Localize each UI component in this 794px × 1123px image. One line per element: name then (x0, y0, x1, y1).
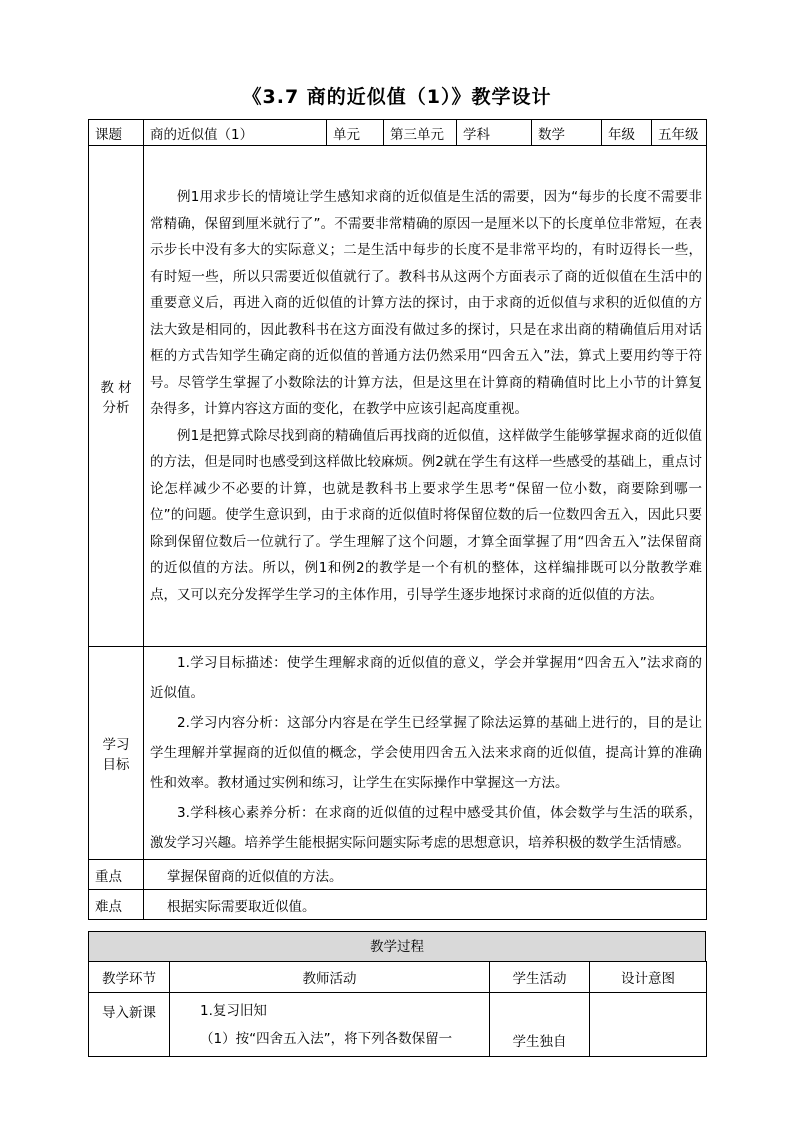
info-row (89, 120, 707, 146)
analysis-row (89, 146, 707, 647)
analysis-paragraph: 例1用求步长的情境让学生感知求商的近似值是生活的需要，因为“每步的长度不需要非常精确，保留到厘米就行了”。不需要非常精确的原因一是厘米以下的长度单位非常短，在表示步长中没有多大的实际意义；二是生活中每步的长度不是非常平均的，有时迈得长一些，有时短一些，所以只需要近似值就行了。教科书从这两个方面表示了商的近似值在生活中的重要意义后，再进入商的近似值的计算方法的探讨，由于求商的近似值与求积的近似值的方法大致是相同的，因此教科书在这方面没有做过多的探讨，只是在求出商的精确值后用对话框的方式告知学生确定商的近似值的普通方法仍然采用“四舍五入”法，算式上要用约等于符号。尽管学生掌握了小数除法的计算方法，但是这里在计算商的精确值时比上小节的计算复杂得多，计算内容这方面的变化，在教学中应该引起高度重视。 (150, 189, 702, 417)
goal-item: 1.学习目标描述：使学生理解求商的近似值的意义，学会并掌握用“四舍五入”法求商的近似值。 (150, 655, 702, 701)
goals-row (89, 647, 707, 860)
process-header: 教学过程 (88, 931, 706, 962)
teacher-line: （1）按“四舍五入法”，将下列各数保留一 (200, 1031, 453, 1047)
grade-label: 年级 (602, 120, 652, 146)
subject-value: 数学 (532, 120, 602, 146)
analysis-label (89, 146, 144, 647)
difficulty-label: 难点 (89, 890, 144, 920)
grade-value: 五年级 (652, 120, 707, 146)
difficulty-text: 根据实际需要取近似值。 (144, 890, 707, 920)
analysis-paragraph: 例1是把算式除尽找到商的精确值后再找商的近似值，这样做学生能够掌握求商的近似值的方法，但是同时也感受到这样做比较麻烦。例2就在学生有这样一些感受的基础上，重点讨论怎样减少不必要的计算，也就是教科书上要求学生思考“保留一位小数，商要除到哪一位”的问题。使学生意识到，由于求商的近似值时将保留位数的后一位数四舍五入，因此只要除到保留位数后一位就行了。学生理解了这个问题，才算全面掌握了用“四舍五入”法保留商的近似值的方法。所以，例1和例2的教学是一个有机的整体，这样编排既可以分散教学难点，又可以充分发挥学生学习的主体作用，引导学生逐步地探讨求商的近似值的方法。 (150, 427, 702, 603)
student-cell: 学生独自 (490, 993, 590, 1057)
analysis-label-line2: 分析 (102, 400, 130, 416)
topic-value: 商的近似值（1） (144, 120, 327, 146)
analysis-content (144, 146, 707, 647)
analysis-label-line1: 教 材 (100, 380, 132, 396)
difficulty-row (89, 890, 707, 920)
column-intent: 设计意图 (590, 962, 707, 993)
process-row (89, 993, 707, 1057)
goals-label-line2: 目标 (102, 757, 130, 773)
key-point-text: 掌握保留商的近似值的方法。 (144, 860, 707, 890)
goal-item: 2.学习内容分析：这部分内容是在学生已经掌握了除法运算的基础上进行的，目的是让学生理解并掌握商的近似值的概念，学会使用四舍五入法来求商的近似值，提高计算的准确性和效率。教材通过实例和练习，让学生在实际操作中掌握这一方法。 (150, 715, 702, 791)
goals-label (89, 647, 144, 860)
column-teacher: 教师活动 (170, 962, 490, 993)
intent-cell (590, 993, 707, 1057)
column-stage: 教学环节 (89, 962, 170, 993)
goals-content (144, 647, 707, 860)
key-point-row (89, 860, 707, 890)
lesson-info-table (88, 119, 707, 920)
teaching-process-table (88, 961, 707, 1057)
unit-label: 单元 (327, 120, 384, 146)
stage-cell: 导入新课 (89, 993, 170, 1057)
column-student: 学生活动 (490, 962, 590, 993)
process-columns-row (89, 962, 707, 993)
key-point-label: 重点 (89, 860, 144, 890)
topic-label: 课题 (89, 120, 144, 146)
goal-item: 3.学科核心素养分析：在求商的近似值的过程中感受其价值，体会数学与生活的联系，激发学习兴趣。培养学生能根据实际问题实际考虑的思想意识，培养积极的数学生活情感。 (150, 805, 702, 851)
unit-value: 第三单元 (384, 120, 457, 146)
teacher-line: 1.复习旧知 (200, 1003, 267, 1019)
document-title: 《3.7 商的近似值（1）》教学设计 (242, 86, 552, 108)
goals-label-line1: 学习 (102, 737, 130, 753)
teacher-cell (170, 993, 490, 1057)
subject-label: 学科 (457, 120, 532, 146)
